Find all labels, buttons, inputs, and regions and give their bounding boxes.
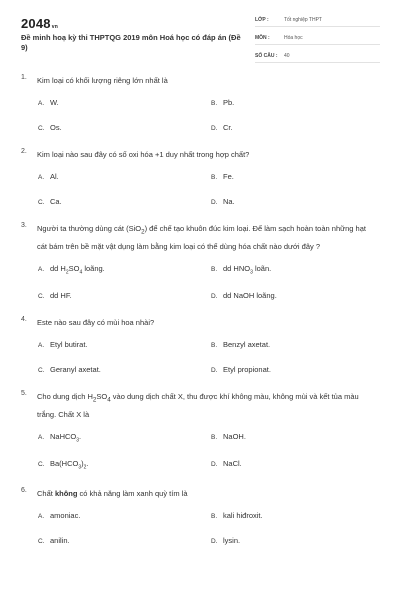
- option-text: Benzyl axetat.: [223, 340, 271, 349]
- meta-row-class: [255, 14, 380, 27]
- question-number: 2.: [21, 148, 27, 155]
- answer-option[interactable]: [38, 536, 211, 547]
- question-item: [0, 222, 400, 302]
- option-key: A.: [38, 174, 45, 181]
- answer-option[interactable]: [211, 291, 371, 302]
- option-key: C.: [38, 125, 45, 132]
- option-key: B.: [211, 512, 218, 520]
- question-item: [0, 390, 400, 473]
- answer-option[interactable]: [211, 264, 371, 278]
- answer-options: [38, 172, 400, 208]
- answer-option[interactable]: [38, 264, 211, 278]
- option-text: $Ba(HCO_3)_2$.: [50, 459, 89, 471]
- option-text: dd $H_2SO_4$ loãng.: [50, 263, 105, 275]
- answer-option[interactable]: [38, 340, 211, 351]
- option-key: B.: [211, 342, 218, 349]
- question-text: Este nào sau đây có mùi hoa nhài?: [37, 318, 155, 327]
- question-item: [0, 74, 400, 134]
- answer-option[interactable]: [38, 365, 211, 376]
- option-text: NaCl.: [223, 459, 242, 468]
- option-text: dd NaOH loãng.: [223, 291, 277, 300]
- answer-option[interactable]: [38, 98, 211, 109]
- answer-option[interactable]: [38, 511, 211, 522]
- option-key: D.: [211, 537, 218, 545]
- question-text: Kim loại có khối lượng riêng lớn nhất là: [37, 76, 168, 85]
- answer-option[interactable]: [211, 98, 371, 109]
- answer-option[interactable]: [38, 291, 211, 302]
- answer-option[interactable]: [211, 172, 371, 183]
- answer-option[interactable]: [211, 123, 371, 134]
- option-key: A.: [38, 265, 45, 273]
- option-text: amoniac.: [50, 510, 81, 520]
- option-text: Fe.: [223, 172, 234, 181]
- option-text: dd HF.: [50, 291, 72, 300]
- answer-option[interactable]: [38, 123, 211, 134]
- option-text: anilin.: [50, 535, 70, 545]
- meta-value: Tốt nghiệp THPT: [284, 17, 322, 23]
- page-header: [0, 0, 400, 70]
- answer-option[interactable]: [211, 432, 371, 446]
- question-text: Người ta thường dùng cát (SiO$_2$) để chế tạo khuôn đúc kim loại. Để làm sạch hoàn toàn những hạt cát bám trên bề mặt vật dụng làm bằng kim loại có thể dùng hóa chất nào dưới đây ?: [37, 224, 366, 251]
- question-number: 4.: [21, 316, 27, 323]
- option-key: C.: [38, 367, 45, 374]
- option-key: C.: [38, 199, 45, 206]
- option-key: A.: [38, 342, 45, 349]
- meta-key: LỚP :: [255, 17, 269, 23]
- option-text: dd $HNO_3$ loãn.: [223, 263, 272, 275]
- question-item: [0, 148, 400, 208]
- answer-option[interactable]: [211, 511, 371, 522]
- question-text: Chất không có khả năng làm xanh quỳ tím là: [37, 488, 188, 498]
- answer-option[interactable]: [211, 459, 371, 473]
- answer-options: [38, 264, 400, 303]
- question-text: Kim loại nào sau đây có số oxi hóa +1 duy nhất trong hợp chất?: [37, 150, 250, 159]
- option-text: Geranyl axetat.: [50, 365, 101, 374]
- site-logo[interactable]: 2048vn: [21, 16, 58, 31]
- option-key: A.: [38, 512, 45, 520]
- option-key: B.: [211, 174, 218, 181]
- question-list: [0, 74, 400, 561]
- option-text: NaHCO$_3$.: [50, 431, 82, 443]
- option-text: Ca.: [50, 197, 62, 206]
- option-text: lysin.: [223, 535, 241, 545]
- answer-option[interactable]: [211, 536, 371, 547]
- answer-option[interactable]: [38, 172, 211, 183]
- answer-options: [38, 432, 400, 473]
- answer-option[interactable]: [38, 197, 211, 208]
- meta-row-count: [255, 50, 380, 63]
- option-text: Cr.: [223, 123, 233, 132]
- answer-options: [38, 340, 400, 376]
- option-key: D.: [211, 125, 218, 132]
- option-text: Os.: [50, 123, 62, 132]
- answer-option[interactable]: [211, 340, 371, 351]
- meta-row-subject: [255, 32, 380, 45]
- question-item: [0, 316, 400, 376]
- option-key: D.: [211, 461, 218, 468]
- question-item: [0, 487, 400, 547]
- answer-options: [38, 98, 400, 134]
- answer-option[interactable]: [211, 365, 371, 376]
- answer-option[interactable]: [211, 197, 371, 208]
- option-key: C.: [38, 537, 45, 545]
- meta-value: Hóa học: [284, 35, 303, 41]
- option-key: A.: [38, 100, 45, 107]
- option-text: Na.: [223, 197, 235, 206]
- answer-option[interactable]: [38, 459, 211, 473]
- question-text: Cho dung dịch $H_2SO_4$ vào dung dịch chất X, thu được khí không màu, không mùi và kết tủa màu trắng. Chất X là: [37, 392, 359, 419]
- meta-value: 40: [284, 53, 290, 59]
- option-text: Al.: [50, 172, 59, 181]
- option-text: kali hiđroxit.: [223, 510, 263, 520]
- option-key: A.: [38, 433, 45, 441]
- question-number: 3.: [21, 222, 27, 229]
- meta-key: SỐ CÂU :: [255, 53, 278, 59]
- question-number: 6.: [21, 486, 27, 494]
- question-number: 1.: [21, 74, 27, 81]
- exam-meta: [255, 14, 380, 68]
- option-key: D.: [211, 199, 218, 206]
- meta-key: MÔN :: [255, 35, 270, 41]
- option-key: D.: [211, 367, 218, 374]
- option-text: NaOH.: [223, 431, 246, 441]
- option-text: Pb.: [223, 98, 235, 107]
- option-key: B.: [211, 265, 218, 273]
- question-number: 5.: [21, 390, 27, 397]
- answer-option[interactable]: [38, 432, 211, 446]
- option-key: C.: [38, 461, 45, 468]
- option-key: B.: [211, 433, 218, 441]
- option-key: C.: [38, 293, 45, 300]
- exam-title: Đề minh hoạ kỳ thi THPTQG 2019 môn Hoá học có đáp án (Đề 9): [21, 33, 241, 52]
- option-text: Etyl propionat.: [223, 365, 271, 374]
- answer-options: [38, 511, 400, 547]
- option-key: D.: [211, 293, 218, 300]
- option-key: B.: [211, 100, 218, 107]
- option-text: Etyl butirat.: [50, 340, 88, 349]
- option-text: W.: [50, 98, 59, 107]
